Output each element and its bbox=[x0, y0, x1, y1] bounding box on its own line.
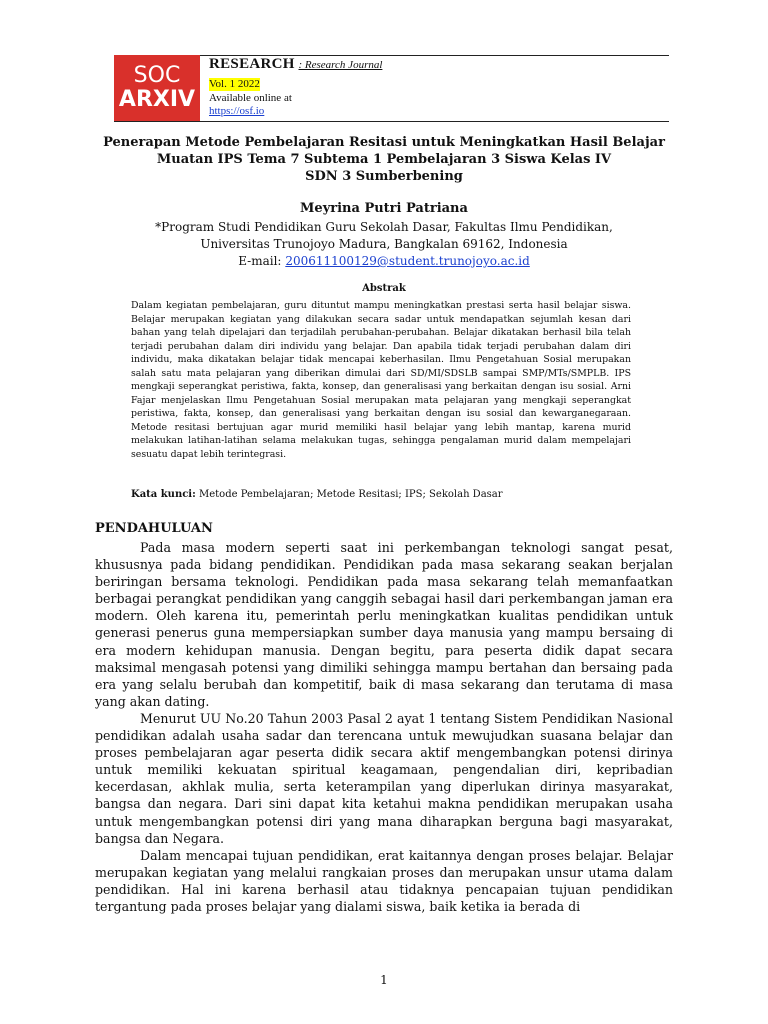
affiliation-line: *Program Studi Pendidikan Guru Sekolah Dasar, Fakultas Ilmu Pendidikan, bbox=[155, 220, 613, 234]
body-text bbox=[95, 539, 673, 915]
journal-url-link[interactable]: https://osf.io bbox=[209, 105, 265, 117]
logo-text-soc: SOC bbox=[133, 63, 181, 88]
email-label: E-mail: bbox=[238, 254, 282, 268]
affiliation bbox=[95, 219, 673, 270]
email-link[interactable]: 200611100129@student.trunojoyo.ac.id bbox=[285, 254, 530, 268]
abstract-heading: Abstrak bbox=[362, 283, 406, 294]
paper-title bbox=[95, 134, 673, 185]
socarxiv-logo bbox=[114, 55, 200, 121]
affiliation-line: Universitas Trunojoyo Madura, Bangkalan 69162, Indonesia bbox=[200, 237, 568, 251]
paragraph: Pada masa modern seperti saat ini perkembangan teknologi sangat pesat, khususnya pada bidang pendidikan. Pendidikan pada masa sekarang seakan berjalan beriringan bersama teknologi. Pendidikan pada masa sekarang telah memanfaatkan berbagai perangkat pendidikan yang canggih sebagai hasil dari perkembangan jaman era modern. Oleh karena itu, pemerintah perlu meningkatkan kualitas pendidikan untuk generasi penerus guna mempersiapkan sumber daya manusia yang mampu bersaing di era modern kehidupan manusia. Dengan begitu, para peserta didik dapat secara maksimal mengasah potensi yang dimiliki sehingga mampu bertahan dan bersaing pada era yang selalu berubah dan kompetitif, baik di masa sekarang dan terutama di masa yang akan dating. bbox=[95, 540, 673, 709]
header-bottom-rule bbox=[114, 121, 669, 122]
journal-subtitle: : Research Journal bbox=[298, 59, 383, 71]
logo-text-arxiv: ARXIV bbox=[118, 87, 196, 112]
author-name: Meyrina Putri Patriana bbox=[300, 201, 468, 216]
paragraph: Menurut UU No.20 Tahun 2003 Pasal 2 ayat 1 tentang Sistem Pendidikan Nasional pendidikan adalah usaha sadar dan terencana untuk mewujudkan suasana belajar dan proses pembelajaran agar peserta didik secara aktif mengembangkan potensi dirinya untuk memiliki kekuatan spiritual keagamaan, pengendalian diri, kepribadian kecerdasan, akhlak mulia, serta keterampilan yang diperlukan dirinya masyarakat, bangsa dan negara. Dari sini dapat kita ketahui makna pendidikan merupakan usaha untuk mengembangkan potensi diri yang mana diharapkan berguna bagi masyarakat, bangsa dan Negara. bbox=[95, 710, 673, 846]
title-line: Penerapan Metode Pembelajaran Resitasi untuk Meningkatkan Hasil Belajar bbox=[103, 135, 665, 150]
keywords-list: Metode Pembelajaran; Metode Resitasi; IPS; Sekolah Dasar bbox=[199, 489, 503, 500]
keywords bbox=[131, 488, 631, 502]
availability-text: Available online at bbox=[209, 92, 292, 104]
volume-label: Vol. 1 2022 bbox=[209, 78, 260, 90]
journal-header bbox=[209, 56, 382, 118]
journal-title bbox=[209, 56, 382, 74]
email-line bbox=[95, 253, 673, 270]
journal-name: RESEARCH bbox=[209, 56, 295, 72]
section-heading: PENDAHULUAN bbox=[95, 521, 213, 536]
page-number: 1 bbox=[380, 973, 388, 987]
title-line: SDN 3 Sumberbening bbox=[305, 169, 463, 184]
paragraph: Dalam mencapai tujuan pendidikan, erat kaitannya dengan proses belajar. Belajar merupakan kegiatan yang melalui rangkaian proses dan merupakan unsur utama dalam pendidikan. Hal ini karena berhasil atau tidaknya pencapaian tujuan pendidikan tergantung pada proses belajar yang dialami siswa, baik ketika ia berada di bbox=[95, 847, 673, 914]
abstract-text: Dalam kegiatan pembelajaran, guru dituntut mampu meningkatkan prestasi serta hasil belajar siswa. Belajar merupakan kegiatan yang dilakukan secara sadar untuk mendapatkan sejumlah kesan dari bahan yang telah dipelajari dan terjadilah perubahan-perubahan. Belajar dikatakan berhasil bila telah terjadi perubahan dalam diri individu yang belajar. Dan apabila tidak terjadi perubahan dalam diri individu, maka dikatakan belajar tidak mencapai keberhasilan. Ilmu Pengetahuan Sosial merupakan salah satu mata pelajaran yang diberikan dimulai dari SD/MI/SDSLB sampai SMP/MTs/SMPLB. IPS mengkaji seperangkat peristiwa, fakta, konsep, dan generalisasi yang berkaitan dengan isu sosial. Arni Fajar menjelaskan Ilmu Pengetahuan Sosial merupakan mata pelajaran yang mengkaji seperangkat peristiwa, fakta, konsep, dan generalisasi yang berkaitan dengan isu sosial dan kewarganegaraan. Metode resitasi bertujuan agar murid memiliki hasil belajar yang lebih mantap, karena murid melakukan latihan-latihan selama melakukan tugas, sehingga pengalaman murid dalam mempelajari sesuatu dapat lebih terintegrasi. bbox=[131, 300, 631, 460]
keywords-label: Kata kunci: bbox=[131, 489, 196, 500]
title-line: Muatan IPS Tema 7 Subtema 1 Pembelajaran 3 Siswa Kelas IV bbox=[156, 152, 612, 167]
